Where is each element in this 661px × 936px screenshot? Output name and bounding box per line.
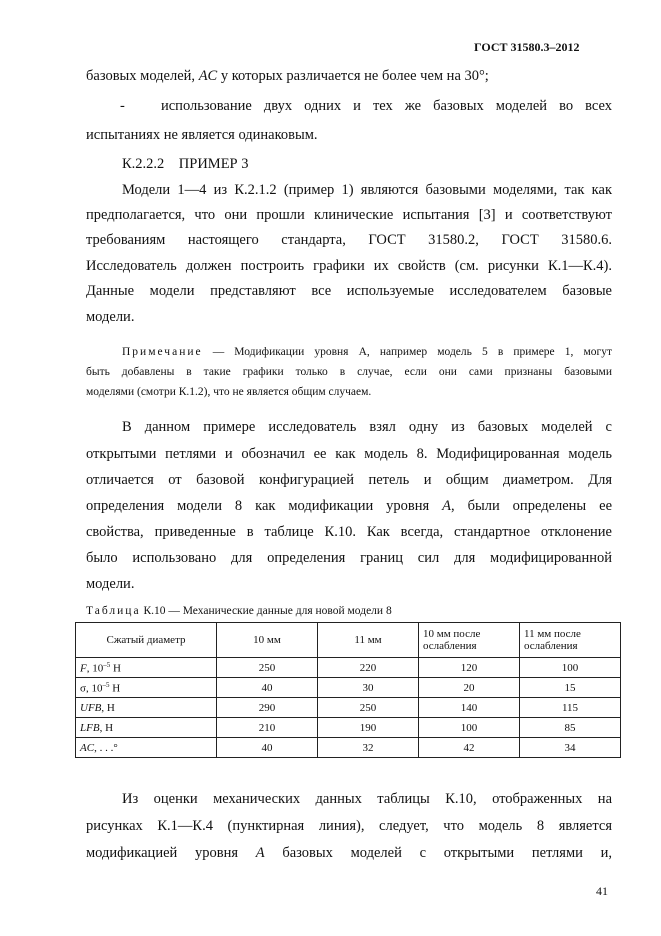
table-caption: Таблица К.10 — Механические данные для новой модели 8 xyxy=(86,605,392,617)
note-line: быть добавлены в такие графики только в случае, если они сами признаны базовыми xyxy=(86,366,612,378)
row-label: LFB, Н xyxy=(76,718,217,738)
text-line: было использовано для определения границ сил для модифицированной xyxy=(86,550,612,566)
text-line: Исследователь должен построить графики их свойств (см. рисунки К.1—К.4). xyxy=(86,258,612,274)
column-header: 11 мм после ослабления xyxy=(520,623,621,658)
text-line: базовых моделей, AC у которых различается не более чем на 30°; xyxy=(86,68,489,84)
text-line: Данные модели представляют все используемые исследователем базовые xyxy=(86,283,612,299)
table-row xyxy=(76,738,621,758)
text-line: модели. xyxy=(86,576,135,592)
document-header: ГОСТ 31580.3–2012 xyxy=(474,40,580,54)
text-line: модификацией уровня А базовых моделей с открытыми петлями и, xyxy=(86,845,612,861)
text-line: определения модели 8 как модификации уровня А, были определены ее xyxy=(86,498,613,514)
table-cell: 220 xyxy=(318,658,419,678)
row-label: F, $10^{-5}$ Н xyxy=(76,658,217,678)
table-cell: 250 xyxy=(217,658,318,678)
mechanical-data-table xyxy=(75,622,621,758)
table-cell: 140 xyxy=(419,698,520,718)
table-cell: 15 xyxy=(520,678,621,698)
table-row xyxy=(76,718,621,738)
table-cell: 20 xyxy=(419,678,520,698)
table-cell: 210 xyxy=(217,718,318,738)
text-line: испытаниях не является одинаковым. xyxy=(86,127,318,143)
table-cell: 290 xyxy=(217,698,318,718)
text-line: модели. xyxy=(86,309,135,325)
text-line: рисунках К.1—К.4 (пунктирная линия), следует, что модель 8 является xyxy=(86,818,612,834)
row-label: AC, . . .° xyxy=(76,738,217,758)
text-line: отличается от базовой конфигурацией петель и общим диаметром. Для xyxy=(86,472,612,488)
page-number: 41 xyxy=(596,884,608,898)
table-cell: 115 xyxy=(520,698,621,718)
table-row xyxy=(76,658,621,678)
table-cell: 32 xyxy=(318,738,419,758)
row-label: UFB, Н xyxy=(76,698,217,718)
note-label: Примечание xyxy=(122,346,203,358)
note-line: моделями (смотри К.1.2), что не является общим случаем. xyxy=(86,386,372,398)
table-row xyxy=(76,678,621,698)
text-line: Из оценки механических данных таблицы К.10, отображенных на xyxy=(122,791,612,807)
column-header: 10 мм xyxy=(217,623,318,658)
table-cell: 250 xyxy=(318,698,419,718)
text-line: Модели 1—4 из К.2.1.2 (пример 1) являются базовыми моделями, так как xyxy=(122,182,612,198)
list-item: - использование двух одних и тех же базовых моделей во всех xyxy=(120,98,612,114)
section-heading: К.2.2.2 ПРИМЕР 3 xyxy=(122,156,249,172)
column-header: 11 мм xyxy=(318,623,419,658)
table-cell: 100 xyxy=(520,658,621,678)
text-line: требованиям настоящего стандарта, ГОСТ 31580.2, ГОСТ 31580.6. xyxy=(86,232,612,248)
note-line: Примечание — Модификации уровня А, например модель 5 в примере 1, могут xyxy=(122,346,612,358)
table-cell: 40 xyxy=(217,738,318,758)
table-cell: 30 xyxy=(318,678,419,698)
table-cell: 42 xyxy=(419,738,520,758)
table-cell: 40 xyxy=(217,678,318,698)
column-header: 10 мм после ослабления xyxy=(419,623,520,658)
text-line: свойства, приведенные в таблице К.10. Как всегда, стандартное отклонение xyxy=(86,524,612,540)
table-cell: 100 xyxy=(419,718,520,738)
text-line: открытыми петлями и обозначил ее как модель 8. Модифицированная модель xyxy=(86,446,612,462)
table-cell: 190 xyxy=(318,718,419,738)
table-cell: 120 xyxy=(419,658,520,678)
table-cell: 85 xyxy=(520,718,621,738)
table-row xyxy=(76,698,621,718)
column-header: Сжатый диаметр xyxy=(76,623,217,658)
row-label: σ, $10^{-5}$ Н xyxy=(76,678,217,698)
table-header-row xyxy=(76,623,621,658)
table-cell: 34 xyxy=(520,738,621,758)
text-line: предполагается, что они прошли клинические испытания [3] и соответствуют xyxy=(86,207,612,223)
text-line: В данном примере исследователь взял одну из базовых моделей с xyxy=(122,419,612,435)
